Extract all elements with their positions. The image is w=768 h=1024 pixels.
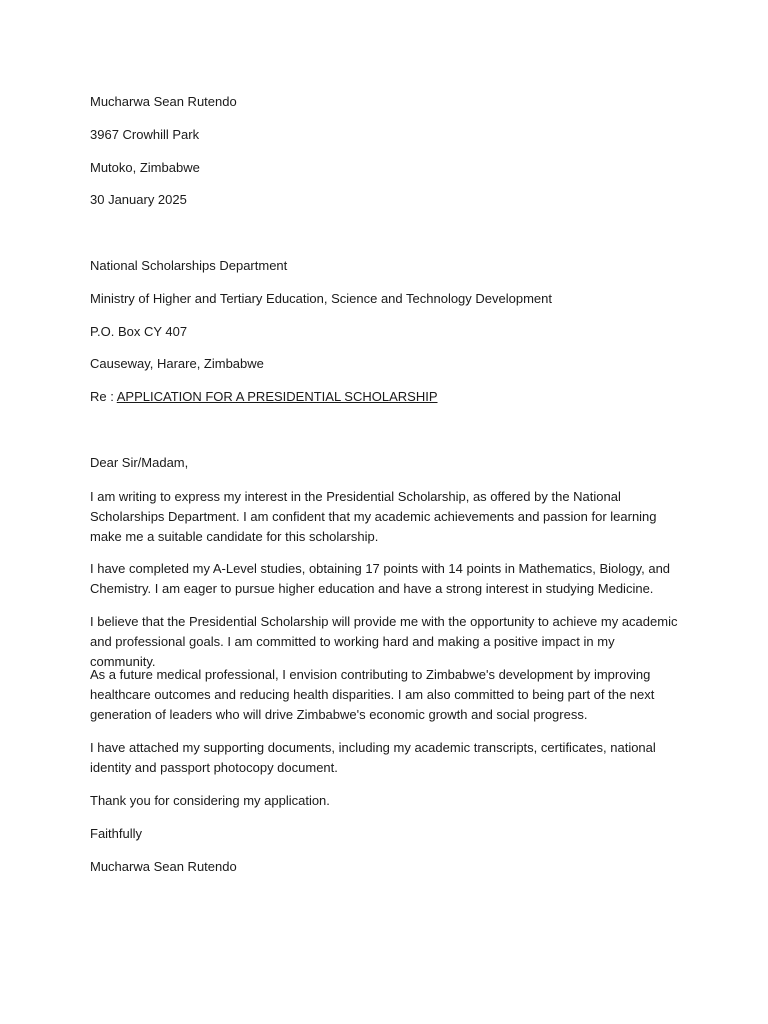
closing-thanks: Thank you for considering my application. bbox=[90, 793, 330, 808]
salutation: Dear Sir/Madam, bbox=[90, 455, 189, 470]
subject-text: APPLICATION FOR A PRESIDENTIAL SCHOLARSHIP bbox=[116, 389, 438, 404]
signature-name: Mucharwa Sean Rutendo bbox=[90, 859, 237, 874]
body-paragraph-4: As a future medical professional, I envision contributing to Zimbabwe's development by improving healthcare outcomes and reducing health disparities. I am also committed to being part of the next generation of leaders who will drive Zimbabwe's economic growth and social progress. bbox=[90, 667, 655, 722]
recipient-po-box: P.O. Box CY 407 bbox=[90, 324, 188, 339]
letter-date: 30 January 2025 bbox=[90, 192, 187, 207]
body-paragraph-5: I have attached my supporting documents, including my academic transcripts, certificates, national identity and passport photocopy document. bbox=[90, 740, 656, 775]
recipient-city: Causeway, Harare, Zimbabwe bbox=[90, 356, 264, 371]
recipient-ministry: Ministry of Higher and Tertiary Education, Science and Technology Development bbox=[90, 291, 552, 306]
subject-line bbox=[90, 389, 438, 405]
subject-prefix: Re : bbox=[90, 389, 117, 404]
body-paragraph-2: I have completed my A-Level studies, obtaining 17 points with 14 points in Mathematics, Biology, and Chemistry. I am eager to pursue higher education and have a strong interest in studying Medicine. bbox=[90, 561, 671, 596]
body-paragraph-3: I believe that the Presidential Scholarship will provide me with the opportunity to achieve my academic and professional goals. I am committed to working hard and making a positive impact in my community. bbox=[90, 614, 678, 669]
sender-address-line1: 3967 Crowhill Park bbox=[90, 127, 200, 142]
sender-name: Mucharwa Sean Rutendo bbox=[90, 94, 237, 109]
sender-address-line2: Mutoko, Zimbabwe bbox=[90, 160, 200, 175]
recipient-department: National Scholarships Department bbox=[90, 258, 288, 273]
body-paragraph-1: I am writing to express my interest in the Presidential Scholarship, as offered by the National Scholarships Department. I am confident that my academic achievements and passion for learning make me a suitable candidate for this scholarship. bbox=[90, 489, 657, 544]
closing-signoff: Faithfully bbox=[90, 826, 143, 841]
